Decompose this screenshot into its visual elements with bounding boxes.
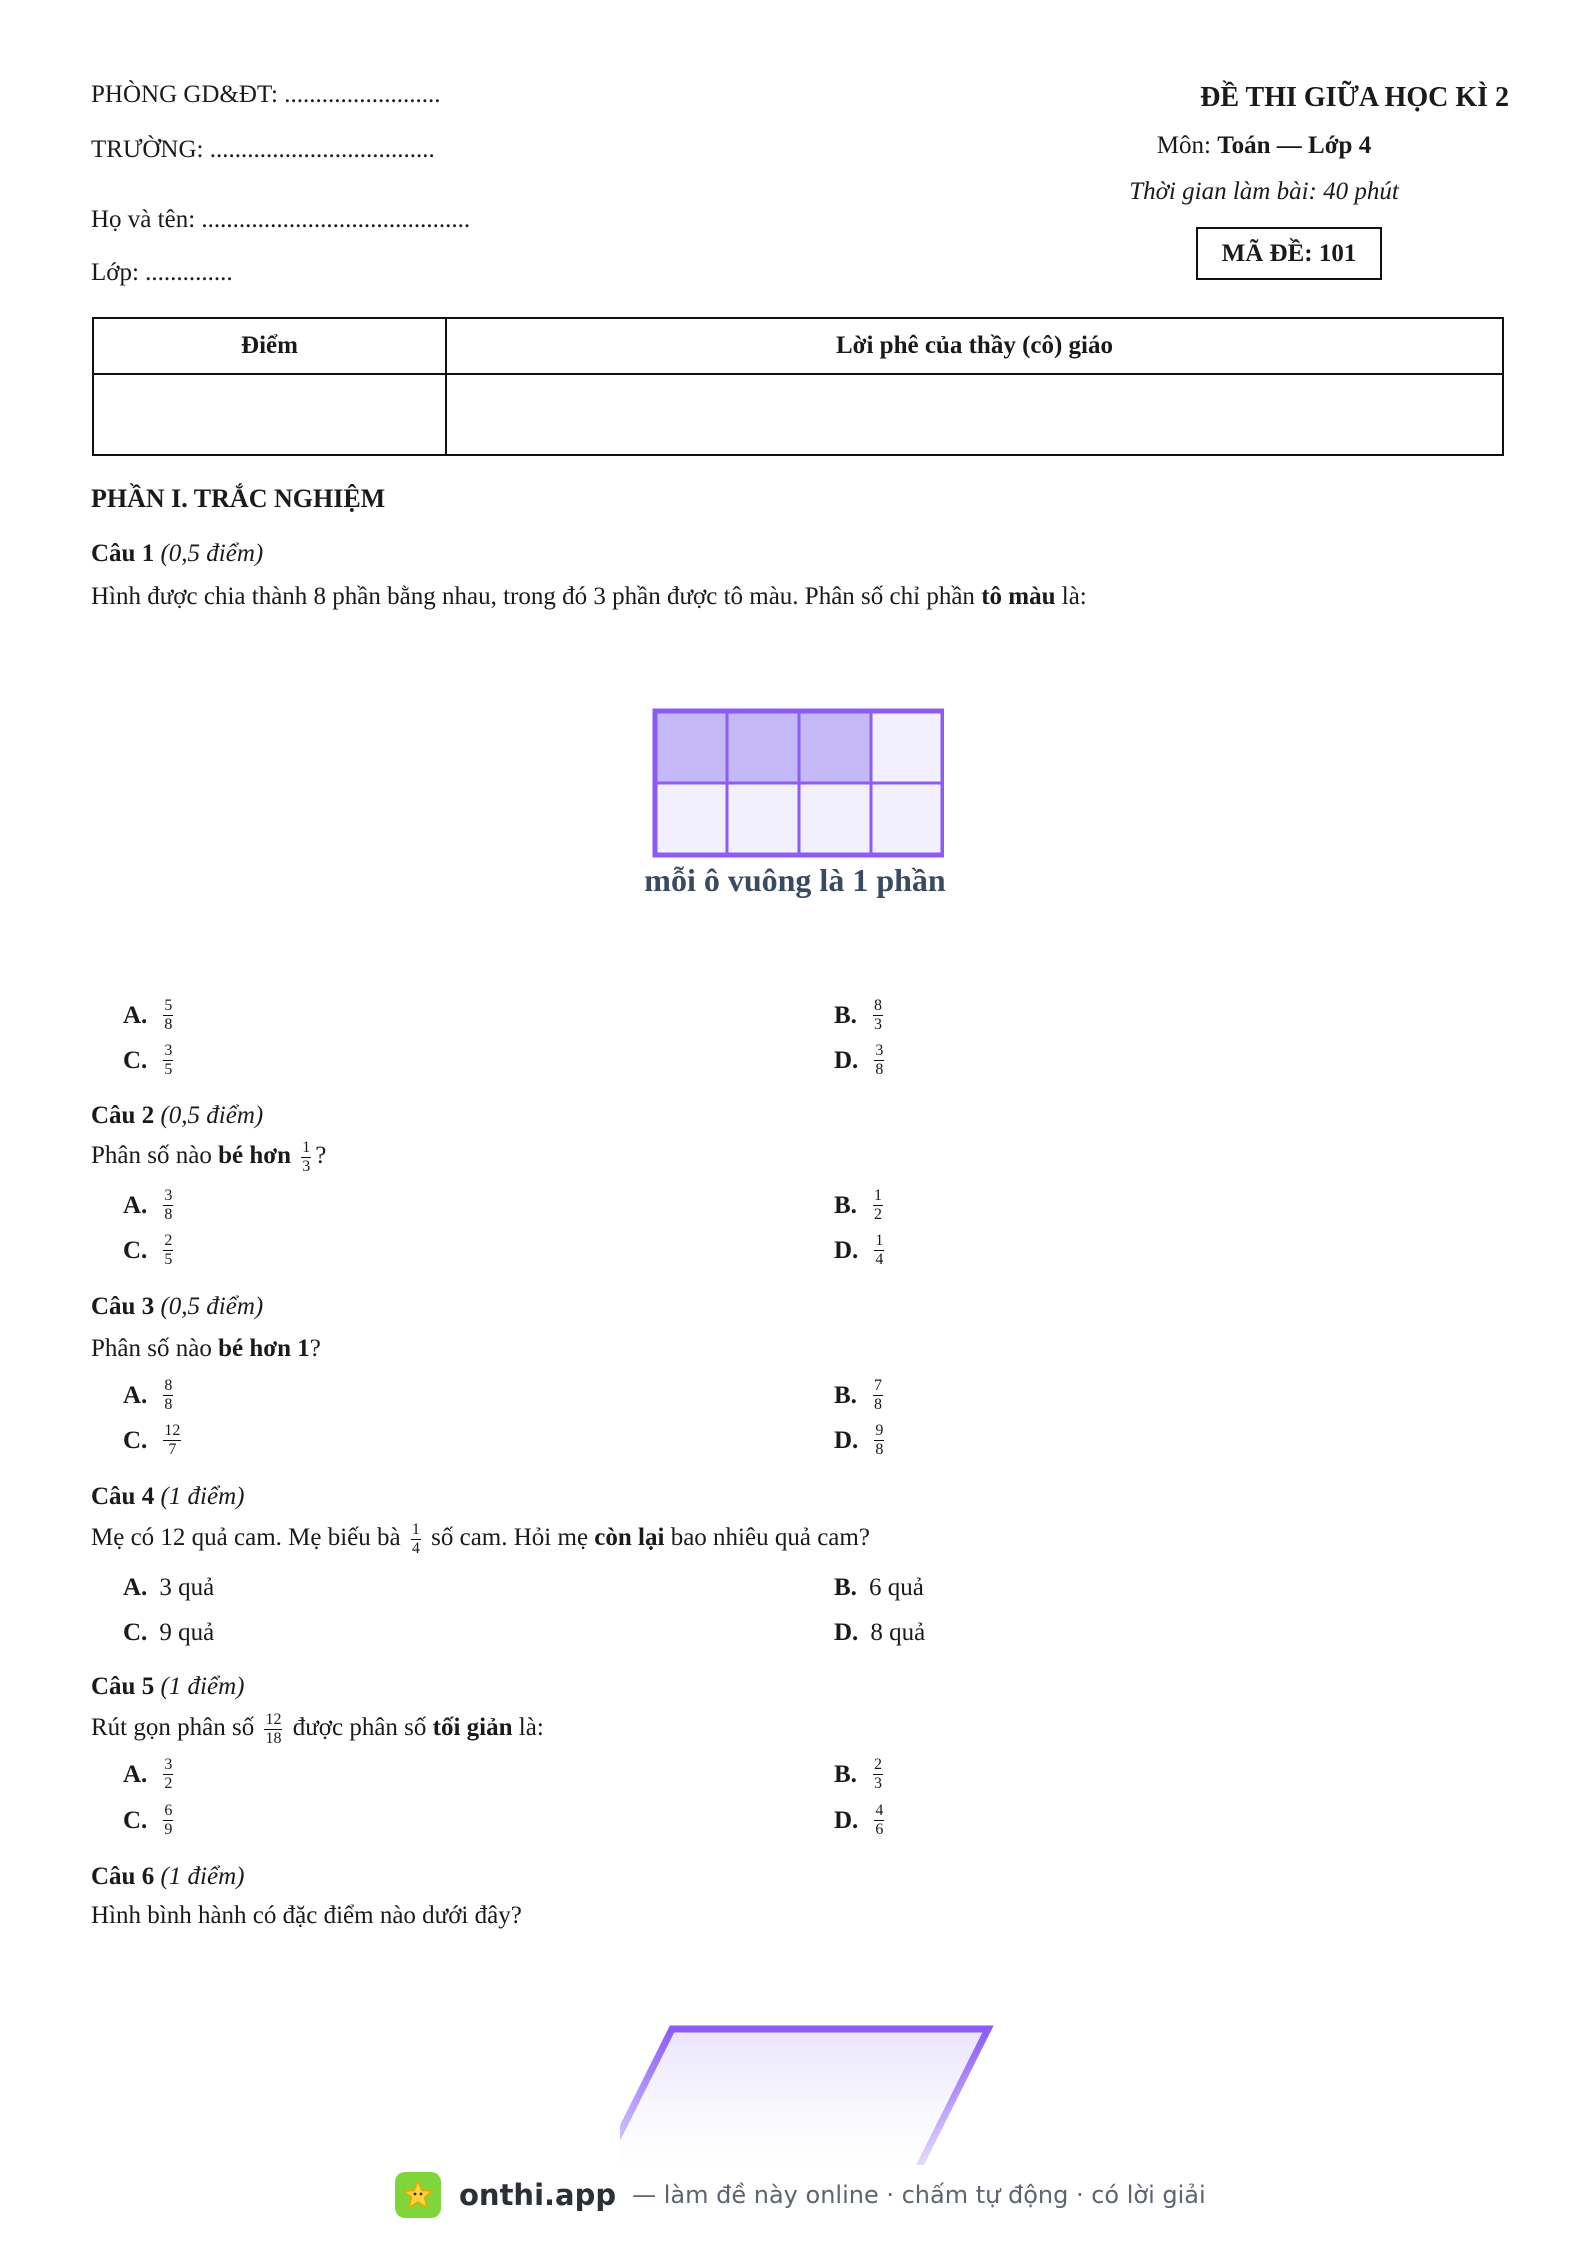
q2-title: Câu 2 (0,5 điểm)	[91, 1102, 264, 1129]
q5-text: Rút gọn phân số $\frac{12}{18}$ được phân số tối giản là:	[91, 1711, 544, 1747]
q4-option-d[interactable]: D. 8 quả	[834, 1619, 926, 1646]
q1-option-c[interactable]: C. $\frac{3}{5}$	[123, 1042, 173, 1078]
grid-cell-empty	[871, 711, 943, 783]
class-field: Lớp: ..............	[91, 259, 233, 286]
q3-title: Câu 3 (0,5 điểm)	[91, 1293, 264, 1320]
q2-text: Phân số nào bé hơn $\frac{1}{3}$ ?	[91, 1139, 327, 1175]
grid-cell-shaded	[799, 711, 871, 783]
q4-option-b[interactable]: B. 6 quả	[834, 1574, 924, 1601]
fraction: $\frac{7}{8}$	[873, 1377, 882, 1413]
fraction: $\frac{12}{7}$	[164, 1422, 181, 1458]
fraction: $\frac{3}{8}$	[875, 1042, 884, 1078]
grid-cell-shaded	[727, 711, 799, 783]
fraction: $\frac{3}{5}$	[164, 1042, 173, 1078]
section-title: PHẦN I. TRẮC NGHIỆM	[91, 484, 386, 513]
exam-code: MÃ ĐỀ: 101	[1196, 227, 1382, 280]
name-field: Họ và tên: ...........................................	[91, 206, 471, 233]
grid-cell-empty	[871, 783, 943, 855]
q4-option-c[interactable]: C. 9 quả	[123, 1619, 215, 1646]
q2-option-d[interactable]: D. $\frac{1}{4}$	[834, 1232, 884, 1268]
score-header: Điểm	[93, 318, 446, 374]
fraction: $\frac{6}{9}$	[164, 1802, 173, 1838]
comment-cell	[446, 374, 1503, 455]
q1-option-b[interactable]: B. $\frac{8}{3}$	[834, 997, 882, 1033]
figure-caption: mỗi ô vuông là 1 phần	[644, 862, 946, 898]
q1-option-a[interactable]: A. $\frac{5}{8}$	[123, 997, 173, 1033]
q6-text: Hình bình hành có đặc điểm nào dưới đây?	[91, 1902, 522, 1929]
brand-tagline: — làm đề này online · chấm tự động · có lời giải	[632, 2181, 1206, 2209]
q5-title: Câu 5 (1 điểm)	[91, 1673, 245, 1700]
exam-time: Thời gian làm bài: 40 phút	[1129, 178, 1399, 205]
exam-title: ĐỀ THI GIỮA HỌC KÌ 2	[1200, 82, 1509, 113]
q3-option-c[interactable]: C. $\frac{12}{7}$	[123, 1422, 181, 1458]
footer-banner[interactable]	[395, 2172, 1206, 2218]
grid-cell-empty	[799, 783, 871, 855]
parallelogram-figure	[620, 2025, 1000, 2165]
fraction: $\frac{1}{3}$	[302, 1139, 311, 1175]
q5-option-b[interactable]: B. $\frac{2}{3}$	[834, 1756, 882, 1792]
q1-option-d[interactable]: D. $\frac{3}{8}$	[834, 1042, 884, 1078]
q4-text: Mẹ có 12 quả cam. Mẹ biếu bà $\frac{1}{4}$ số cam. Hỏi mẹ còn lại bao nhiêu quả cam?	[91, 1521, 870, 1557]
q4-title: Câu 4 (1 điểm)	[91, 1483, 245, 1510]
score-cell	[93, 374, 446, 455]
fraction-grid-figure	[652, 708, 944, 858]
fraction: $\frac{3}{2}$	[164, 1756, 173, 1792]
app-logo	[395, 2172, 441, 2218]
grid-cell-shaded	[655, 711, 727, 783]
q4-option-a[interactable]: A. 3 quả	[123, 1574, 215, 1601]
exam-info	[1039, 82, 1509, 302]
fraction: $\frac{5}{8}$	[164, 997, 173, 1033]
fraction: $\frac{1}{2}$	[873, 1187, 882, 1223]
fraction: $\frac{1}{4}$	[875, 1232, 884, 1268]
fraction: $\frac{12}{18}$	[265, 1711, 282, 1747]
grid-cell-empty	[727, 783, 799, 855]
score-table	[92, 317, 1504, 456]
q3-option-b[interactable]: B. $\frac{7}{8}$	[834, 1377, 882, 1413]
fraction: $\frac{2}{5}$	[164, 1232, 173, 1268]
brand-name: onthi.app	[459, 2178, 617, 2212]
fraction: $\frac{1}{4}$	[411, 1521, 420, 1557]
fraction: $\frac{8}{3}$	[873, 997, 882, 1033]
fraction: $\frac{8}{8}$	[164, 1377, 173, 1413]
q2-option-c[interactable]: C. $\frac{2}{5}$	[123, 1232, 173, 1268]
star-icon	[401, 2178, 435, 2212]
fraction: $\frac{9}{8}$	[875, 1422, 884, 1458]
q3-text: Phân số nào bé hơn 1?	[91, 1335, 321, 1362]
q2-option-a[interactable]: A. $\frac{3}{8}$	[123, 1187, 173, 1223]
q5-option-a[interactable]: A. $\frac{3}{2}$	[123, 1756, 173, 1792]
grid-cell-empty	[655, 783, 727, 855]
comment-header: Lời phê của thầy (cô) giáo	[446, 318, 1503, 374]
school-field: TRƯỜNG: ....................................	[91, 136, 435, 163]
q2-option-b[interactable]: B. $\frac{1}{2}$	[834, 1187, 882, 1223]
q1-text: Hình được chia thành 8 phần bằng nhau, trong đó 3 phần được tô màu. Phân số chỉ phần tô màu là:	[91, 583, 1087, 610]
exam-subject: Môn: Toán — Lớp 4	[1156, 132, 1372, 159]
q5-option-d[interactable]: D. $\frac{4}{6}$	[834, 1802, 884, 1838]
dept-field: PHÒNG GD&ĐT: .........................	[91, 81, 441, 108]
fraction: $\frac{2}{3}$	[873, 1756, 882, 1792]
q6-title: Câu 6 (1 điểm)	[91, 1863, 245, 1890]
q3-option-d[interactable]: D. $\frac{9}{8}$	[834, 1422, 884, 1458]
fraction: $\frac{3}{8}$	[164, 1187, 173, 1223]
fraction: $\frac{4}{6}$	[875, 1802, 884, 1838]
q5-option-c[interactable]: C. $\frac{6}{9}$	[123, 1802, 173, 1838]
q3-option-a[interactable]: A. $\frac{8}{8}$	[123, 1377, 173, 1413]
q1-title: Câu 1 (0,5 điểm)	[91, 540, 264, 567]
